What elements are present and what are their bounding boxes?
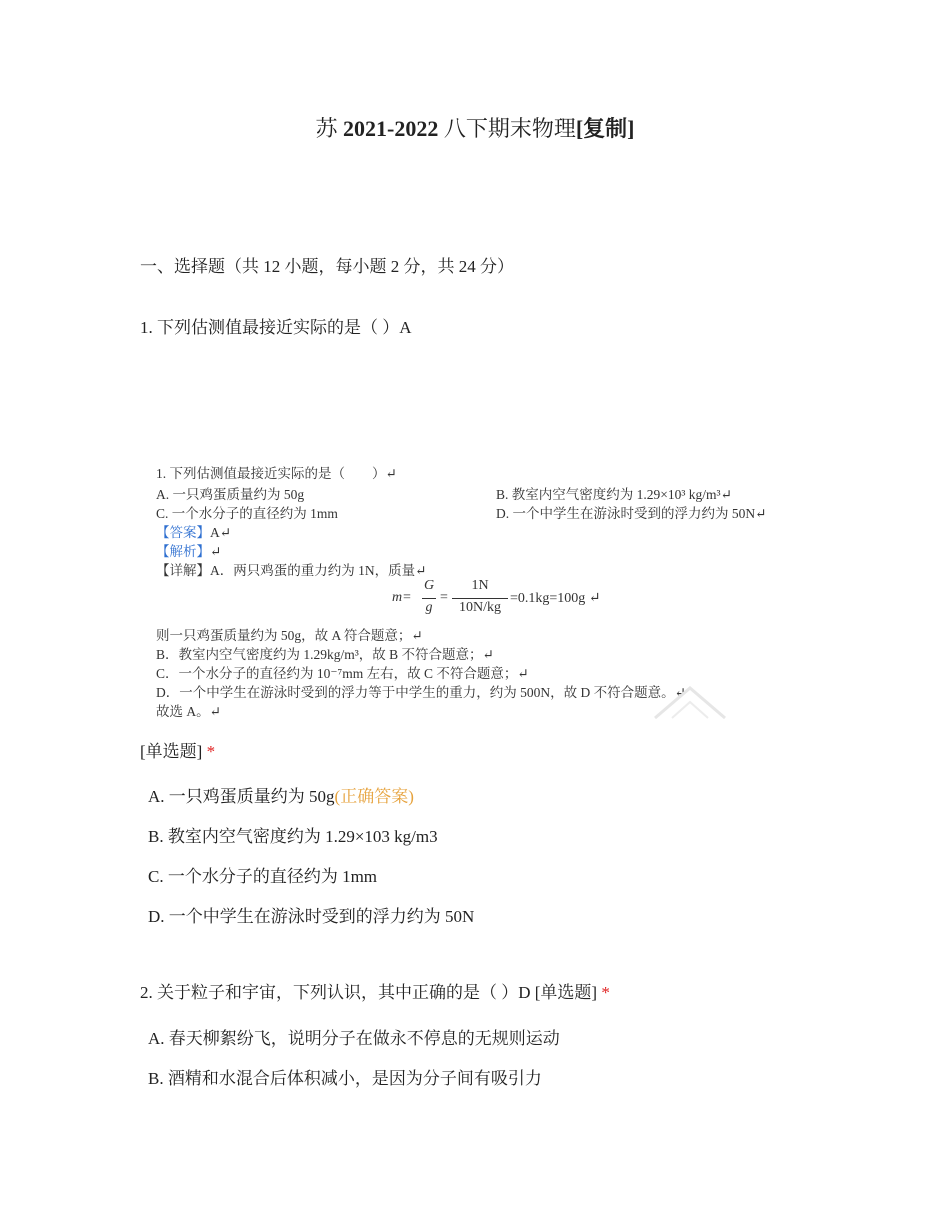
image-line: D．一个中学生在游泳时受到的浮力等于中学生的重力，约为 500N，故 D 不符合题意。↵ — [156, 685, 686, 700]
q1-option-c[interactable]: C. 一个水分子的直径约为 1mm — [148, 867, 378, 886]
image-analysis-line: 【解析】↵ — [156, 544, 222, 559]
q1-option-d[interactable]: D. 一个中学生在游泳时受到的浮力约为 50N — [148, 907, 475, 926]
image-answer-line: 【答案】A↵ — [156, 525, 232, 540]
image-line: B．教室内空气密度约为 1.29kg/m³，故 B 不符合题意；↵ — [156, 647, 494, 662]
watermark-icon — [650, 680, 730, 720]
question-2-text: 2. 关于粒子和宇宙，下列认识，其中正确的是（ ）D [单选题] * — [140, 983, 610, 1002]
image-line: C．一个水分子的直径约为 10⁻⁷mm 左右，故 C 不符合题意；↵ — [156, 666, 529, 681]
question-1-image: 1. 下列估测值最接近实际的是（ ）↵ A. 一只鸡蛋质量约为 50g B. 教室内空气密度约为 1.29×10³ kg/m³↵ C. 一个水分子的直径约为 1mm D. 一个中学生在游泳时受到的浮力约为 50N↵ 【答案】A↵ 【解析】↵ 【详解】A．两只鸡蛋的重力约为 1N，质量↵ m= G g = 1N 10N/kg =0.1kg=100g ↵ 则一只鸡蛋质量约为 50g，故 A 符合题意；↵ B．教室内空气密度约为 1.29kg/m³，故 B 不符合题意；↵ C．一个水分子的直径约为 10⁻⁷mm 左右，故 C 不符合题意；↵ D．一个中学生在游泳时受到的浮力等于中学生的重力，约为 500N，故 D 不符合题意。↵ 故选 A。↵ — [150, 458, 790, 720]
page-title: 苏 2021-2022 八下期末物理[复制] — [315, 116, 635, 141]
image-line: B. 教室内空气密度约为 1.29×10³ kg/m³↵ — [496, 487, 732, 502]
question-1-type: [单选题] * — [140, 742, 216, 761]
image-line: A. 一只鸡蛋质量约为 50g — [156, 487, 305, 502]
q2-option-b[interactable]: B. 酒精和水混合后体积减小，是因为分子间有吸引力 — [148, 1069, 542, 1088]
image-line: 【详解】A．两只鸡蛋的重力约为 1N，质量↵ — [156, 563, 427, 578]
image-line: 故选 A。↵ — [156, 704, 221, 719]
image-line: 则一只鸡蛋质量约为 50g，故 A 符合题意；↵ — [156, 628, 423, 643]
image-line: 1. 下列估测值最接近实际的是（ ）↵ — [156, 466, 397, 481]
correct-answer-tag: (正确答案) — [334, 787, 414, 806]
q1-option-b[interactable]: B. 教室内空气密度约为 1.29×103 kg/m3 — [148, 827, 438, 846]
q2-option-a[interactable]: A. 春天柳絮纷飞，说明分子在做永不停息的无规则运动 — [148, 1029, 560, 1048]
image-line: C. 一个水分子的直径约为 1mm — [156, 506, 338, 521]
image-line: D. 一个中学生在游泳时受到的浮力约为 50N↵ — [496, 506, 767, 521]
section-heading: 一、选择题（共 12 小题，每小题 2 分，共 24 分） — [140, 257, 514, 276]
question-1-text: 1. 下列估测值最接近实际的是（ ）A — [140, 318, 412, 337]
q1-option-a[interactable]: A. 一只鸡蛋质量约为 50g(正确答案) — [148, 787, 414, 806]
